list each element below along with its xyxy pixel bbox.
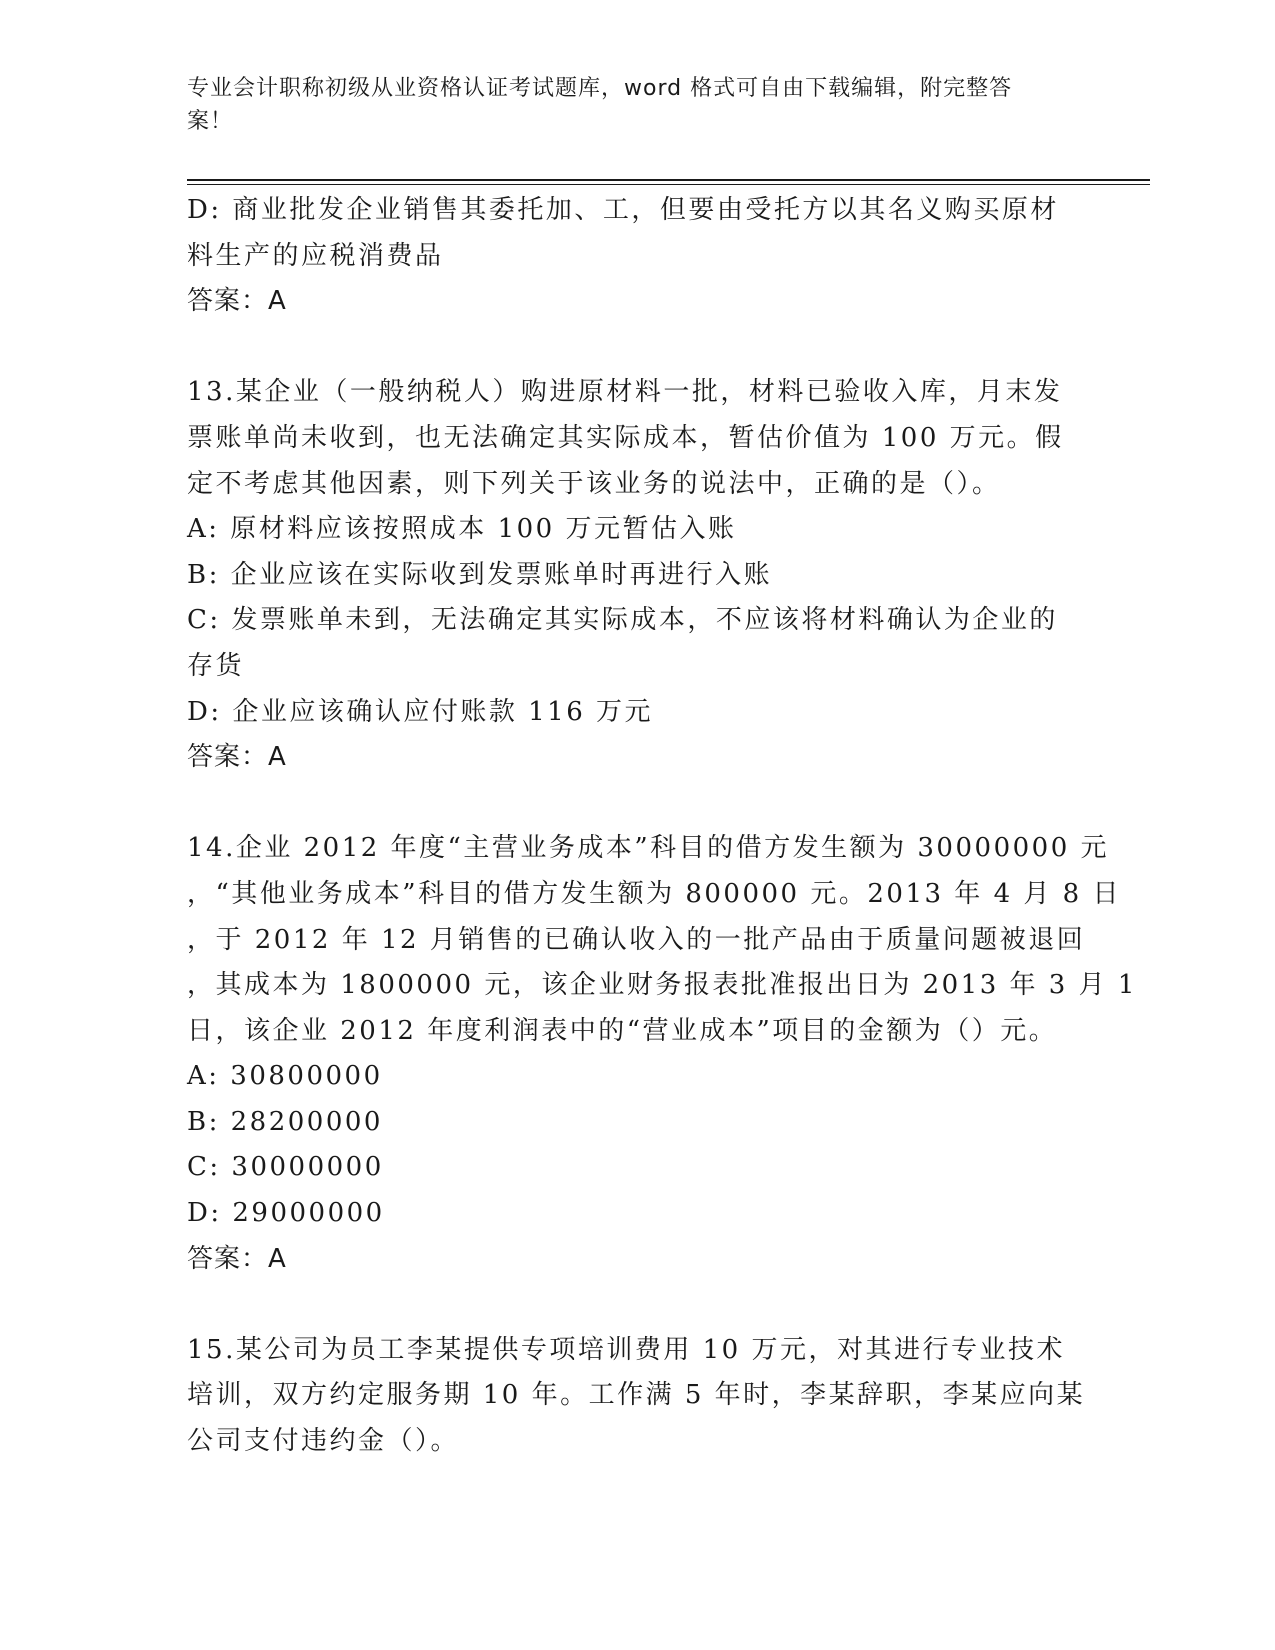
option-a: A: 30800000 — [187, 1061, 383, 1092]
option-d-text: D: 商业批发企业销售其委托加、工，但要由受托方以其名义购买原材 — [187, 195, 1059, 225]
question-text: 13.某企业（一般纳税人）购进原材料一批，材料已验收入库，月末发 — [187, 377, 1063, 408]
question-text: ，“其他业务成本”科目的借方发生额为 800000 元。2013 年 4 月 8 日 — [187, 878, 1121, 909]
document-body — [187, 188, 1137, 1465]
option-c: 存货 — [187, 650, 245, 681]
question-text: 票账单尚未收到，也无法确定其实际成本，暂估价值为 100 万元。假 — [187, 422, 1064, 453]
option-b: B: 企业应该在实际收到发票账单时再进行入账 — [187, 559, 773, 590]
header-divider-thin — [187, 184, 1150, 185]
header-line: 案！ — [187, 109, 234, 134]
question-text: 定不考虑其他因素，则下列关于该业务的说法中，正确的是（）。 — [187, 468, 1001, 499]
spacer — [187, 1282, 1087, 1328]
question-12-continuation — [187, 188, 1087, 325]
option-d: D: 29000000 — [187, 1198, 385, 1229]
question-text: 培训，双方约定服务期 10 年。工作满 5 年时，李某辞职，李某应向某 — [187, 1380, 1086, 1411]
question-text: 公司支付违约金（）。 — [187, 1426, 460, 1457]
option-c: C: 发票账单未到，无法确定其实际成本，不应该将材料确认为企业的 — [187, 605, 1058, 636]
option-a: A: 原材料应该按照成本 100 万元暂估入账 — [187, 514, 737, 545]
spacer — [187, 325, 1087, 371]
option-d-text: 料生产的应税消费品 — [187, 240, 444, 271]
question-text: 14.企业 2012 年度“主营业务成本”科目的借方发生额为 30000000 元 — [187, 833, 1109, 864]
answer-label: 答案：A — [187, 286, 287, 317]
header-divider — [187, 179, 1150, 181]
question-14 — [187, 826, 1137, 1282]
question-15 — [187, 1328, 1087, 1465]
question-text: ，其成本为 1800000 元，该企业财务报表批准报出日为 2013 年 3 月 1 — [187, 970, 1137, 1001]
question-text: 日，该企业 2012 年度利润表中的“营业成本”项目的金额为（）元。 — [187, 1015, 1058, 1046]
page-header — [187, 72, 1067, 138]
question-text: 15.某公司为员工李某提供专项培训费用 10 万元，对其进行专业技术 — [187, 1334, 1065, 1365]
question-13 — [187, 370, 1087, 780]
spacer — [187, 781, 1087, 827]
question-text: ，于 2012 年 12 月销售的已确认收入的一批产品由于质量问题被退回 — [187, 924, 1086, 955]
answer-label: 答案：A — [187, 1243, 287, 1274]
header-line: 专业会计职称初级从业资格认证考试题库，word 格式可自由下载编辑，附完整答 — [187, 76, 1013, 101]
option-b: B: 28200000 — [187, 1106, 383, 1137]
option-c: C: 30000000 — [187, 1152, 384, 1183]
answer-label: 答案：A — [187, 742, 287, 773]
option-d: D: 企业应该确认应付账款 116 万元 — [187, 696, 654, 727]
